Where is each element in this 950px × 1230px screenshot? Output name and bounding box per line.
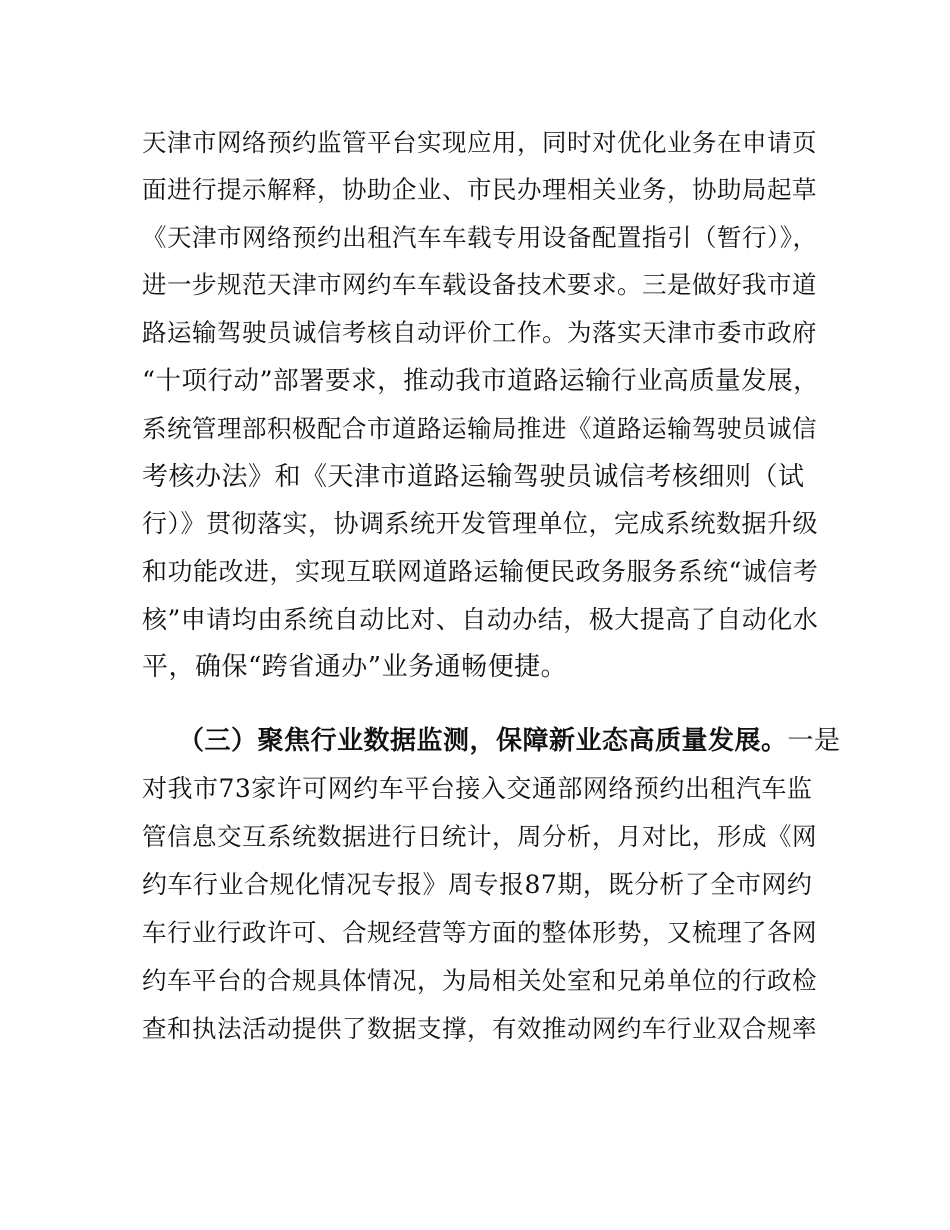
- body-line: 天津市网络预约监管平台实现应用，同时对优化业务在申请页: [142, 128, 817, 157]
- body-line: 行）》贯彻落实，协调系统开发管理单位，完成系统数据升级: [142, 509, 819, 538]
- body-line: 平，确保“跨省通办”业务通畅便捷。: [142, 652, 568, 682]
- body-line: 考核办法》和《天津市道路运输驾驶员诚信考核细则（试: [142, 462, 805, 492]
- body-line: 查和执法活动提供了数据支撑，有效推动网约车行业双合规率: [142, 1014, 817, 1043]
- section-heading-rest: 一是: [787, 726, 841, 756]
- body-line: 约车平台的合规具体情况，为局相关处室和兄弟单位的行政检: [142, 966, 817, 995]
- body-line: 核”申请均由系统自动比对、自动办结，极大提高了自动化水: [142, 605, 819, 634]
- body-line: 约车行业合规化情况专报》周专报87期，既分析了全市网约: [142, 870, 813, 899]
- section-heading: （三）聚焦行业数据监测，保障新业态高质量发展。: [178, 726, 788, 756]
- body-line: 和功能改进，实现互联网道路运输便民政务服务系统“诚信考: [142, 557, 819, 586]
- body-line: 车行业行政许可、合规经营等方面的整体形势，又梳理了各网: [142, 918, 817, 947]
- body-line: 路运输驾驶员诚信考核自动评价工作。为落实天津市委市政府: [142, 318, 817, 347]
- section-heading-line: [178, 718, 858, 764]
- body-line: 管信息交互系统数据进行日统计，周分析，月对比，形成《网: [142, 822, 817, 851]
- body-line: 面进行提示解释，协助企业、市民办理相关业务，协助局起草: [142, 175, 817, 204]
- body-line: 进一步规范天津市网约车车载设备技术要求。三是做好我市道: [142, 270, 817, 299]
- body-line: 系统管理部积极配合市道路运输局推进《道路运输驾驶员诚信: [142, 414, 817, 443]
- body-line: “十项行动”部署要求，推动我市道路运输行业高质量发展，: [142, 366, 820, 396]
- body-line: 《天津市网络预约出租汽车车载专用设备配置指引（暂行）》，: [142, 223, 818, 252]
- body-line: 对我市73家许可网约车平台接入交通部网络预约出租汽车监: [142, 774, 813, 803]
